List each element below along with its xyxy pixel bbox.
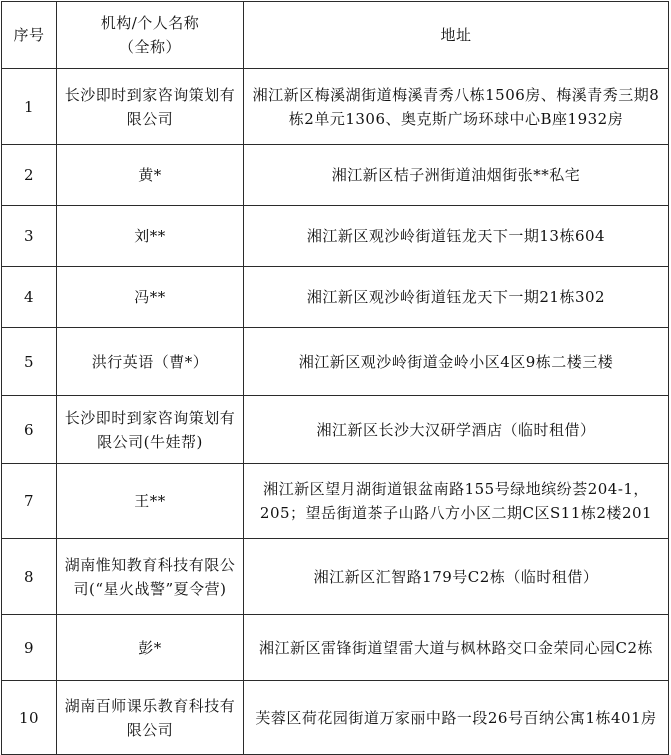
- row-address: 湘江新区桔子洲街道油烟街张**私宅: [244, 145, 669, 206]
- row-name: 王**: [57, 464, 244, 539]
- row-address: 湘江新区汇智路179号C2栋（临时租借）: [244, 539, 669, 615]
- row-index: 7: [2, 464, 57, 539]
- table-row: [2, 615, 669, 681]
- table-row: [2, 145, 669, 206]
- header-name-line1: 机构/个人名称: [100, 14, 200, 32]
- row-address: 湘江新区雷锋街道望雷大道与枫林路交口金荣同心园C2栋: [244, 615, 669, 681]
- table-row: [2, 681, 669, 755]
- table-row: [2, 539, 669, 615]
- row-address: 湘江新区观沙岭街道钰龙天下一期21栋302: [244, 267, 669, 328]
- table-row: [2, 69, 669, 145]
- row-address: 湘江新区长沙大汉研学酒店（临时租借）: [244, 396, 669, 464]
- row-name: 长沙即时到家咨询策划有限公司: [57, 69, 244, 145]
- row-address: 湘江新区观沙岭街道金岭小区4区9栋二楼三楼: [244, 328, 669, 396]
- row-index: 8: [2, 539, 57, 615]
- row-address: 芙蓉区荷花园街道万家丽中路一段26号百纳公寓1栋401房: [244, 681, 669, 755]
- row-address: 湘江新区观沙岭街道钰龙天下一期13栋604: [244, 206, 669, 267]
- row-index: 4: [2, 267, 57, 328]
- row-name: 湖南惟知教育科技有限公司(“星火战警”夏令营): [57, 539, 244, 615]
- table-row: [2, 267, 669, 328]
- row-address: 湘江新区望月湖街道银盆南路155号绿地缤纷荟204-1，205；望岳街道茶子山路八方小区二期C区S11栋2楼201: [244, 464, 669, 539]
- row-index: 9: [2, 615, 57, 681]
- row-index: 1: [2, 69, 57, 145]
- header-name-line2: （全称）: [118, 38, 181, 56]
- header-name: [57, 2, 244, 69]
- header-address: 地址: [244, 2, 669, 69]
- header-index: 序号: [2, 2, 57, 69]
- row-index: 3: [2, 206, 57, 267]
- row-name: 冯**: [57, 267, 244, 328]
- table-header-row: [2, 2, 669, 69]
- row-name: 黄*: [57, 145, 244, 206]
- row-index: 10: [2, 681, 57, 755]
- row-name: 长沙即时到家咨询策划有限公司(牛娃帮): [57, 396, 244, 464]
- table-row: [2, 396, 669, 464]
- table-row: [2, 206, 669, 267]
- row-address: 湘江新区梅溪湖街道梅溪青秀八栋1506房、梅溪青秀三期8栋2单元1306、奥克斯广场环球中心B座1932房: [244, 69, 669, 145]
- row-name: 湖南百师课乐教育科技有限公司: [57, 681, 244, 755]
- row-name: 彭*: [57, 615, 244, 681]
- row-index: 5: [2, 328, 57, 396]
- row-name: 刘**: [57, 206, 244, 267]
- row-index: 2: [2, 145, 57, 206]
- row-index: 6: [2, 396, 57, 464]
- registry-table: [1, 1, 669, 755]
- table-row: [2, 328, 669, 396]
- table-row: [2, 464, 669, 539]
- row-name: 洪行英语（曹*）: [57, 328, 244, 396]
